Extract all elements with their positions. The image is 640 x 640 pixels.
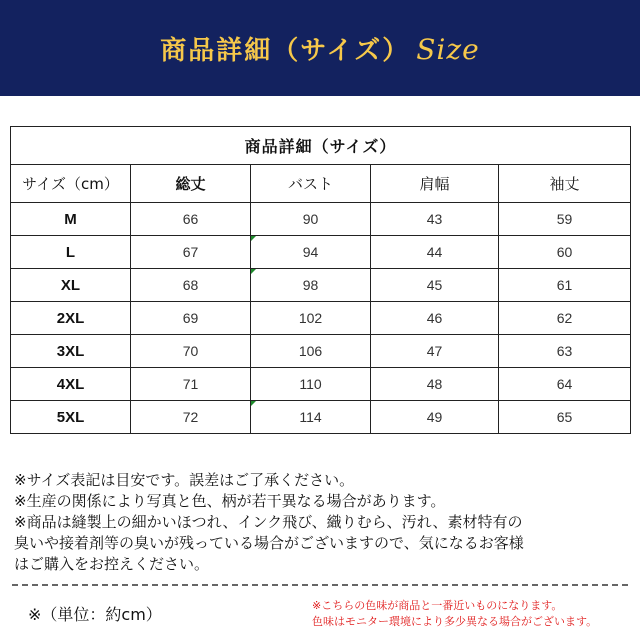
shoulder-cell: 45 [371, 269, 499, 302]
column-header-shoulder: 肩幅 [371, 165, 499, 203]
bust-cell: 98 [251, 269, 371, 302]
size-cell: 5XL [11, 401, 131, 434]
table-row [11, 236, 631, 269]
banner-title-text: 商品詳細（サイズ） [160, 35, 411, 66]
length-cell: 69 [131, 302, 251, 335]
banner-title [160, 30, 479, 67]
shoulder-cell: 47 [371, 335, 499, 368]
note-line: ※サイズ表記は目安です。誤差はご了承ください。 [14, 471, 355, 489]
table-row [11, 203, 631, 236]
size-cell: M [11, 203, 131, 236]
size-cell: L [11, 236, 131, 269]
sleeve-cell: 59 [499, 203, 631, 236]
bust-cell: 110 [251, 368, 371, 401]
sleeve-cell: 60 [499, 236, 631, 269]
column-header-bust: バスト [251, 165, 371, 203]
table-row [11, 368, 631, 401]
length-cell: 70 [131, 335, 251, 368]
length-cell: 66 [131, 203, 251, 236]
sleeve-cell: 65 [499, 401, 631, 434]
shoulder-cell: 43 [371, 203, 499, 236]
size-table [10, 126, 631, 434]
length-cell: 67 [131, 236, 251, 269]
note-line: はご購入をお控えください。 [14, 555, 210, 573]
length-cell: 68 [131, 269, 251, 302]
size-cell: XL [11, 269, 131, 302]
table-caption: 商品詳細（サイズ） [11, 127, 631, 165]
column-header-length: 総丈 [131, 165, 251, 203]
size-table-container [10, 126, 630, 434]
bust-cell: 114 [251, 401, 371, 434]
shoulder-cell: 46 [371, 302, 499, 335]
unit-note: ※（単位：約cm） [28, 605, 162, 624]
sleeve-cell: 64 [499, 368, 631, 401]
shoulder-cell: 49 [371, 401, 499, 434]
banner-script-word: Size [416, 32, 480, 66]
sleeve-cell: 62 [499, 302, 631, 335]
length-cell: 72 [131, 401, 251, 434]
length-cell: 71 [131, 368, 251, 401]
note-line: ※商品は縫製上の細かいほつれ、インク飛び、織りむら、汚れ、素材特有の [14, 513, 523, 531]
column-header-size: サイズ（cm） [11, 165, 131, 203]
bust-cell: 102 [251, 302, 371, 335]
bust-cell: 90 [251, 203, 371, 236]
header-banner [0, 0, 640, 96]
bust-cell: 94 [251, 236, 371, 269]
dashed-divider [12, 584, 628, 586]
color-note [312, 598, 632, 630]
table-row [11, 269, 631, 302]
note-line: ※生産の関係により写真と色、柄が若干異なる場合があります。 [14, 492, 446, 510]
sleeve-cell: 63 [499, 335, 631, 368]
size-cell: 3XL [11, 335, 131, 368]
column-header-sleeve: 袖丈 [499, 165, 631, 203]
color-note-line: 色味はモニター環境により多少異なる場合がございます。 [312, 615, 598, 628]
table-row [11, 335, 631, 368]
color-note-line: ※こちらの色味が商品と一番近いものになります。 [312, 599, 563, 612]
table-row [11, 302, 631, 335]
size-cell: 4XL [11, 368, 131, 401]
notes-section [14, 470, 626, 575]
sleeve-cell: 61 [499, 269, 631, 302]
size-cell: 2XL [11, 302, 131, 335]
shoulder-cell: 48 [371, 368, 499, 401]
shoulder-cell: 44 [371, 236, 499, 269]
table-row [11, 401, 631, 434]
bust-cell: 106 [251, 335, 371, 368]
note-line: 臭いや接着剤等の臭いが残っている場合がございますので、気になるお客様 [14, 534, 524, 552]
